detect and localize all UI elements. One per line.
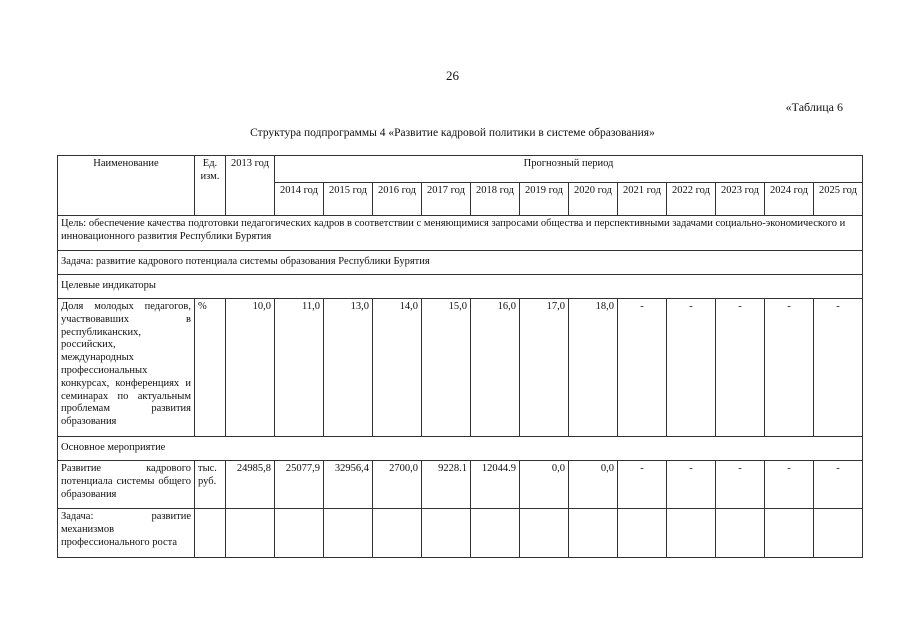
empty-cell bbox=[716, 509, 765, 558]
empty-cell bbox=[226, 509, 275, 558]
header-base-year: 2013 год bbox=[226, 156, 275, 216]
header-year: 2025 год bbox=[814, 183, 863, 216]
event-value: 24985,8 bbox=[226, 461, 275, 509]
indicators-heading: Целевые индикаторы bbox=[58, 275, 863, 299]
subprogram-structure-table bbox=[57, 155, 863, 558]
empty-cell bbox=[195, 509, 226, 558]
indicator-value: - bbox=[618, 299, 667, 437]
indicator-value: 11,0 bbox=[275, 299, 324, 437]
indicator-value: - bbox=[667, 299, 716, 437]
indicator-value: 17,0 bbox=[520, 299, 569, 437]
page-number: 26 bbox=[446, 68, 459, 83]
indicator-value: 18,0 bbox=[569, 299, 618, 437]
header-year: 2022 год bbox=[667, 183, 716, 216]
header-year: 2017 год bbox=[422, 183, 471, 216]
table-reference: «Таблица 6 bbox=[785, 100, 843, 114]
empty-cell bbox=[569, 509, 618, 558]
main-event-row bbox=[58, 437, 863, 461]
empty-cell bbox=[373, 509, 422, 558]
task-text: Задача: развитие кадрового потенциала системы образования Республики Бурятия bbox=[58, 251, 863, 275]
event-value: - bbox=[667, 461, 716, 509]
header-unit: Ед. изм. bbox=[195, 156, 226, 216]
empty-cell bbox=[618, 509, 667, 558]
indicator-value: 14,0 bbox=[373, 299, 422, 437]
header-year: 2015 год bbox=[324, 183, 373, 216]
indicator-value: 15,0 bbox=[422, 299, 471, 437]
indicators-row bbox=[58, 275, 863, 299]
event-value: 25077,9 bbox=[275, 461, 324, 509]
indicator-value: 16,0 bbox=[471, 299, 520, 437]
empty-cell bbox=[814, 509, 863, 558]
event-value: 0,0 bbox=[569, 461, 618, 509]
goal-text: Цель: обеспечение качества подготовки педагогических кадров в соответствии с меняющимися запросами общества и перспективными задачами социально-экономического и инновационного развития Республики Бурятия bbox=[58, 216, 863, 251]
indicator-value: 13,0 bbox=[324, 299, 373, 437]
event-value: 0,0 bbox=[520, 461, 569, 509]
header-row-top bbox=[58, 156, 863, 183]
event-value: - bbox=[814, 461, 863, 509]
event-value: - bbox=[716, 461, 765, 509]
header-name: Наименование bbox=[58, 156, 195, 216]
empty-cell bbox=[324, 509, 373, 558]
task-row bbox=[58, 251, 863, 275]
header-year: 2023 год bbox=[716, 183, 765, 216]
empty-cell bbox=[275, 509, 324, 558]
header-forecast-period: Прогнозный период bbox=[275, 156, 863, 183]
indicator-unit: % bbox=[195, 299, 226, 437]
header-year: 2024 год bbox=[765, 183, 814, 216]
table-row bbox=[58, 461, 863, 509]
indicator-value: 10,0 bbox=[226, 299, 275, 437]
table-caption: Структура подпрограммы 4 «Развитие кадровой политики в системе образования» bbox=[250, 127, 655, 139]
goal-row bbox=[58, 216, 863, 251]
main-event-heading: Основное мероприятие bbox=[58, 437, 863, 461]
empty-cell bbox=[471, 509, 520, 558]
empty-cell bbox=[667, 509, 716, 558]
header-year: 2020 год bbox=[569, 183, 618, 216]
header-year: 2021 год bbox=[618, 183, 667, 216]
task-2-name: Задача: развитие механизмов профессионального роста bbox=[58, 509, 195, 558]
event-value: - bbox=[618, 461, 667, 509]
table-row bbox=[58, 509, 863, 558]
indicator-value: - bbox=[814, 299, 863, 437]
event-value: 9228.1 bbox=[422, 461, 471, 509]
indicator-value: - bbox=[765, 299, 814, 437]
indicator-value: - bbox=[716, 299, 765, 437]
event-value: 32956,4 bbox=[324, 461, 373, 509]
event-name: Развитие кадрового потенциала системы общего образования bbox=[58, 461, 195, 509]
event-value: 12044.9 bbox=[471, 461, 520, 509]
event-unit: тыс. руб. bbox=[195, 461, 226, 509]
indicator-name: Доля молодых педагогов, участвовавших в республиканских, российских, международных профессиональных конкурсах, конференциях и семинарах по актуальным проблемам развития образования bbox=[58, 299, 195, 437]
empty-cell bbox=[520, 509, 569, 558]
header-year: 2014 год bbox=[275, 183, 324, 216]
event-value: 2700,0 bbox=[373, 461, 422, 509]
table-row bbox=[58, 299, 863, 437]
event-value: - bbox=[765, 461, 814, 509]
header-year: 2018 год bbox=[471, 183, 520, 216]
empty-cell bbox=[422, 509, 471, 558]
header-year: 2016 год bbox=[373, 183, 422, 216]
header-year: 2019 год bbox=[520, 183, 569, 216]
empty-cell bbox=[765, 509, 814, 558]
